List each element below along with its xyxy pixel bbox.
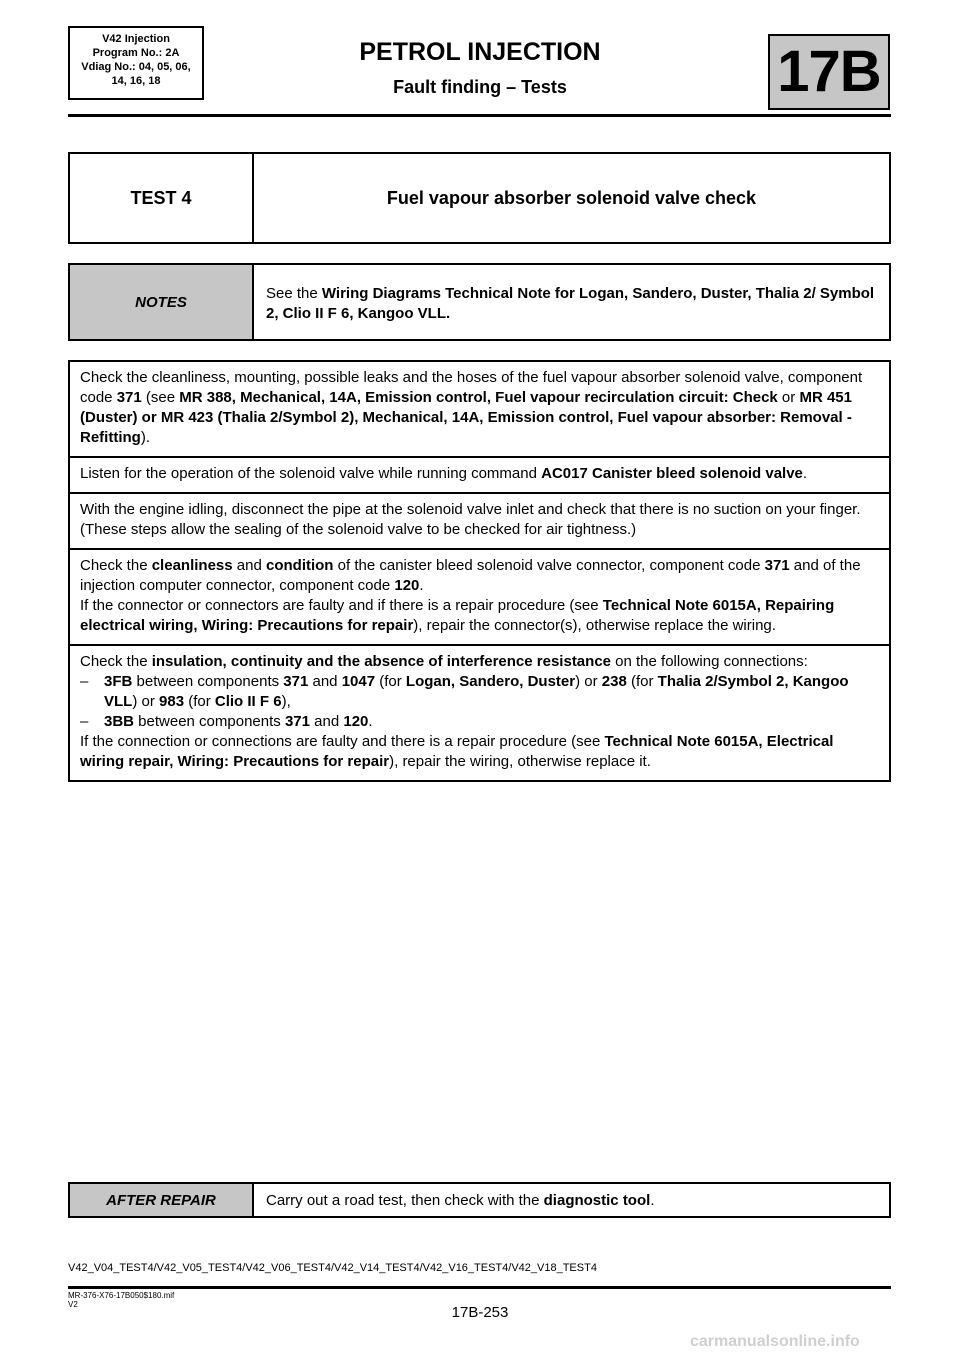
step-text: between components: [132, 673, 284, 690]
connection-text: [104, 712, 373, 732]
command-name: AC017 Canister bleed solenoid valve: [541, 465, 803, 482]
step-text: and: [309, 713, 344, 730]
step-text: .: [419, 577, 424, 594]
manual-reference: Technical Note 6015A, Electrical wiring repair, Wiring: Precautions for repair: [80, 733, 834, 770]
test-title: Fuel vapour absorber solenoid valve check: [386, 187, 757, 208]
vehicle-names: Logan, Sandero, Duster: [405, 673, 576, 690]
doc-version: V2: [68, 1300, 78, 1309]
component-code: 1047: [341, 673, 376, 690]
list-dash: –: [80, 713, 89, 730]
step-text: of the canister bleed solenoid valve connector, component code: [333, 557, 765, 574]
test-id: TEST 4: [70, 154, 254, 242]
step-text: and: [308, 673, 342, 690]
notes-box: [68, 263, 891, 341]
component-code: 371: [284, 713, 310, 730]
step-text: on the following connections:: [611, 653, 808, 670]
step-text: Check the: [80, 653, 152, 670]
vehicle-info-line: V42 Injection: [102, 33, 170, 45]
section-code-badge: 17B: [768, 34, 890, 110]
notes-text-part: See the: [266, 285, 322, 302]
page-number: 17B-253: [451, 1304, 509, 1321]
step-text: (see: [141, 389, 180, 406]
step-text: Carry out a road test, then check with the: [266, 1192, 544, 1209]
step-paragraph: [80, 732, 879, 772]
component-code: 371: [283, 673, 309, 690]
step-text: ), repair the connector(s), otherwise replace the wiring.: [413, 617, 776, 634]
step-paragraph: [80, 556, 879, 596]
step-text: .: [650, 1192, 655, 1209]
footer-divider: [68, 1286, 891, 1289]
step-text: and of the injection computer connector, component code: [80, 557, 861, 594]
test-header: [68, 152, 891, 244]
connection-text: [104, 672, 879, 712]
component-code: 238: [601, 673, 627, 690]
step-3: [70, 494, 889, 550]
step-emphasis: cleanliness: [151, 557, 233, 574]
step-text: (for: [626, 673, 658, 690]
doc-ref-code: MR-376-X76-17B050$180.mif: [68, 1291, 175, 1300]
component-code: 371: [116, 389, 142, 406]
step-text: If the connection or connections are faulty and there is a repair procedure (see: [80, 733, 605, 750]
step-text: .: [368, 713, 373, 730]
notes-label: NOTES: [70, 265, 254, 339]
test-steps: [68, 360, 891, 782]
step-text: (for: [184, 693, 215, 710]
test-reference-line: V42_V04_TEST4/V42_V05_TEST4/V42_V06_TEST4/V42_V14_TEST4/V42_V16_TEST4/V42_V18_TEST4: [68, 1262, 597, 1274]
step-text: ) or: [132, 693, 160, 710]
manual-reference: MR 388, Mechanical, 14A, Emission control, Fuel vapour recirculation circuit: Check: [179, 389, 778, 406]
step-emphasis: condition: [265, 557, 334, 574]
connection-item: [80, 712, 879, 732]
step-text: ) or: [575, 673, 602, 690]
vehicle-info-line: 14, 16, 18: [111, 75, 161, 87]
step-paragraph: [80, 596, 879, 636]
vehicle-names: Thalia 2/Symbol 2, Kangoo VLL: [104, 673, 849, 710]
step-4: [70, 550, 889, 646]
notes-text: [266, 284, 877, 324]
step-text: between components: [134, 713, 285, 730]
page-title: PETROL INJECTION: [359, 38, 601, 66]
after-repair-text: [266, 1191, 654, 1211]
step-text: Check the: [80, 557, 152, 574]
manual-reference: MR 451 (Duster) or MR 423 (Thalia 2/Symbol 2), Mechanical, 14A, Emission control, Fuel vapour absorber: Removal - Refitting: [80, 389, 852, 446]
after-repair-box: [68, 1182, 891, 1218]
step-text: ),: [281, 693, 291, 710]
tool-name: diagnostic tool: [543, 1192, 651, 1209]
manual-reference: Technical Note 6015A, Repairing electrical wiring, Wiring: Precautions for repair: [80, 597, 835, 634]
step-text: (for: [375, 673, 406, 690]
connection-item: [80, 672, 879, 712]
connection-code: 3BB: [104, 713, 135, 730]
watermark: carmanualsonline.info: [690, 1333, 860, 1350]
vehicle-names: Clio II F 6: [214, 693, 282, 710]
step-text: With the engine idling, disconnect the pipe at the solenoid valve inlet and check that there is no suction on your finger. (These steps allow the sealing of the solenoid valve to be checked for air tightness.): [80, 501, 861, 538]
page-subtitle: Fault finding – Tests: [393, 77, 567, 97]
step-text: or: [777, 389, 800, 406]
step-text: and: [232, 557, 266, 574]
document-reference: [68, 1291, 174, 1309]
component-code: 983: [159, 693, 185, 710]
step-text: .: [802, 465, 808, 482]
step-text: ), repair the wiring, otherwise replace it.: [389, 753, 651, 770]
after-repair-label: AFTER REPAIR: [70, 1184, 254, 1216]
step-1: [70, 362, 889, 458]
step-2: [70, 458, 889, 494]
component-code: 120: [343, 713, 369, 730]
component-code: 120: [394, 577, 420, 594]
list-dash: –: [80, 673, 89, 690]
step-text: Listen for the operation of the solenoid valve while running command: [80, 465, 542, 482]
notes-reference: Wiring Diagrams Technical Note for Logan, Sandero, Duster, Thalia 2/ Symbol 2, Clio II F 6, Kangoo VLL.: [266, 285, 875, 322]
vehicle-info-line: Program No.: 2A: [92, 47, 180, 59]
step-emphasis: insulation, continuity and the absence of interference resistance: [151, 653, 611, 670]
step-paragraph: [80, 652, 879, 672]
step-text: If the connector or connectors are faulty and if there is a repair procedure (see: [80, 597, 603, 614]
step-5: [70, 646, 889, 780]
component-code: 371: [764, 557, 790, 574]
step-text: ).: [140, 429, 150, 446]
header-divider: [68, 114, 891, 117]
vehicle-info-box: [68, 26, 204, 100]
step-text: Check the cleanliness, mounting, possible leaks and the hoses of the fuel vapour absorber solenoid valve, component code: [80, 369, 863, 406]
vehicle-info-line: Vdiag No.: 04, 05, 06,: [81, 61, 191, 73]
connection-code: 3FB: [104, 673, 133, 690]
